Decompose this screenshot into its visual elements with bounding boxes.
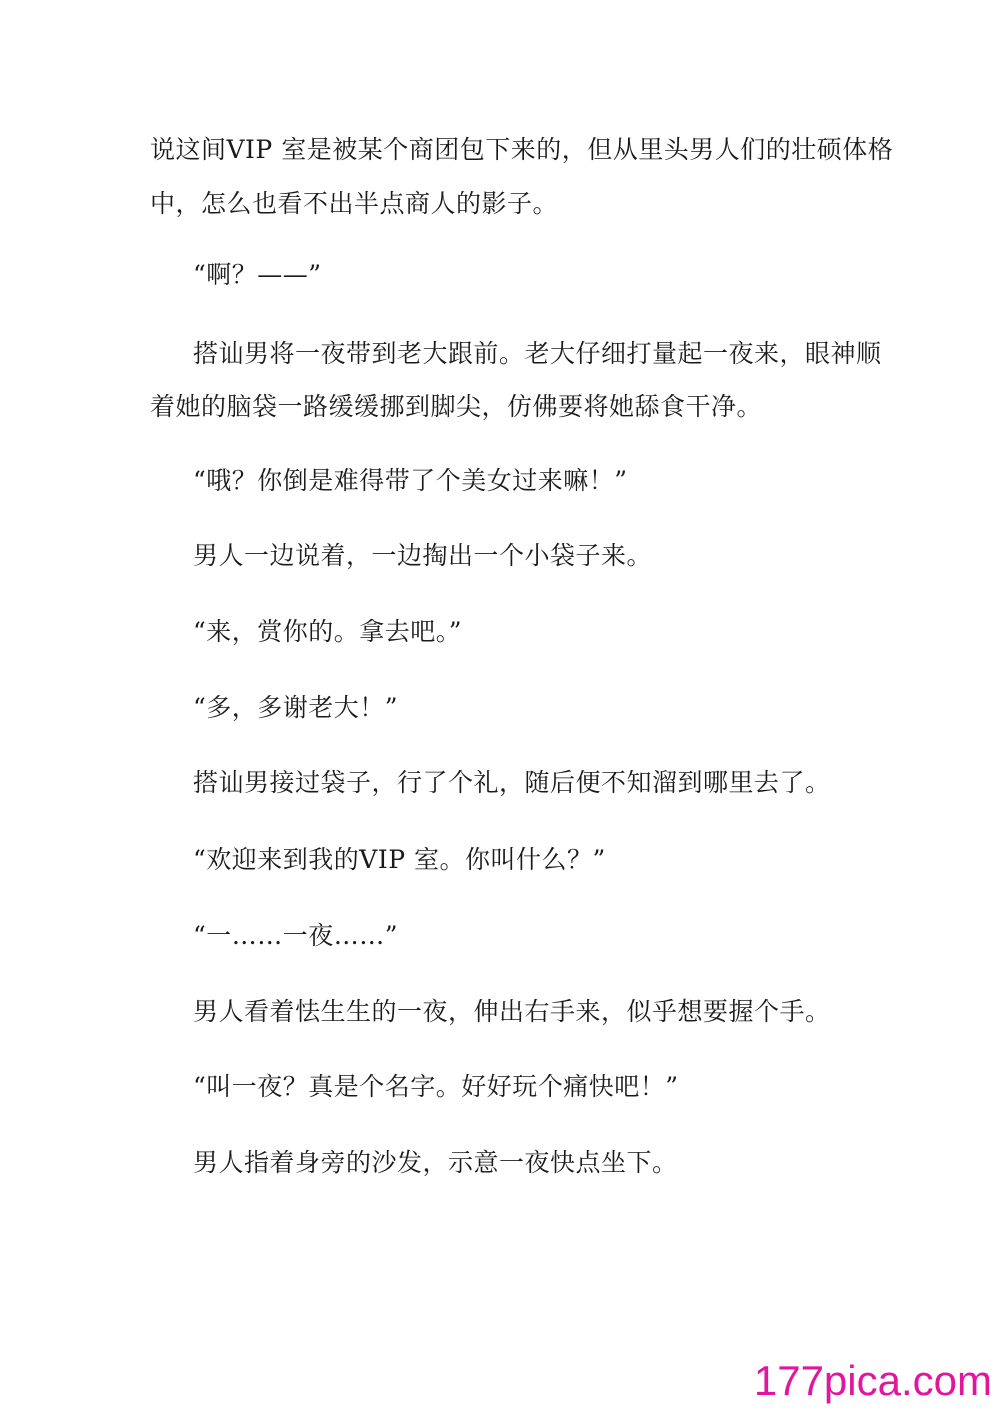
dialogue-line: “一……一夜……” — [193, 921, 399, 950]
dialogue-line: “欢迎来到我的VIP 室。你叫什么？” — [193, 845, 606, 874]
dialogue-line: “哦？你倒是难得带了个美女过来嘛！” — [193, 466, 628, 495]
paragraph-line: 男人一边说着，一边掏出一个小袋子来。 — [193, 541, 653, 570]
paragraph-line: 着她的脑袋一路缓缓挪到脚尖，仿佛要将她舔食干净。 — [150, 392, 763, 421]
paragraph-line: 搭讪男接过袋子，行了个礼，随后便不知溜到哪里去了。 — [193, 768, 831, 797]
dialogue-line: “来，赏你的。拿去吧。” — [193, 617, 463, 646]
paragraph-line: 说这间VIP 室是被某个商团包下来的，但从里头男人们的壮硕体格 — [150, 135, 894, 164]
dialogue-line: “多，多谢老大！” — [193, 693, 399, 722]
watermark-text: 177pica.com — [753, 1357, 992, 1404]
paragraph-line: 男人指着身旁的沙发，示意一夜快点坐下。 — [193, 1148, 678, 1177]
dialogue-line: “啊？——” — [193, 260, 322, 289]
paragraph-line: 男人看着怯生生的一夜，伸出右手来，似乎想要握个手。 — [193, 997, 831, 1026]
dialogue-line: “叫一夜？真是个名字。好好玩个痛快吧！” — [193, 1072, 679, 1101]
paragraph-line: 中，怎么也看不出半点商人的影子。 — [150, 189, 559, 218]
paragraph-line: 搭讪男将一夜带到老大跟前。老大仔细打量起一夜来，眼神顺 — [193, 339, 882, 368]
